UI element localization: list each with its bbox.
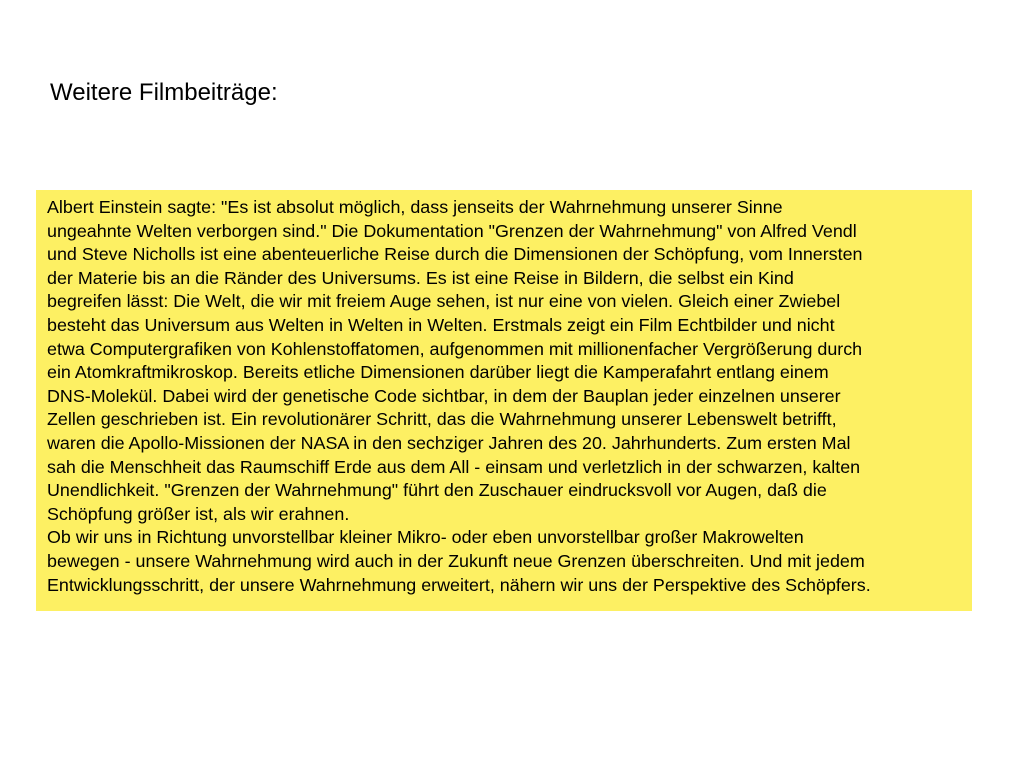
text-line: ungeahnte Welten verborgen sind." Die Dokumentation "Grenzen der Wahrnehmung" von Alfred Vendl [47, 220, 857, 241]
text-line: der Materie bis an die Ränder des Universums. Es ist eine Reise in Bildern, die selbst ein Kind [47, 267, 794, 288]
text-line: Albert Einstein sagte: "Es ist absolut möglich, dass jenseits der Wahrnehmung unserer Sinne [47, 197, 783, 217]
text-line: ein Atomkraftmikroskop. Bereits etliche Dimensionen darüber liegt die Kamperafahrt entlang einem [47, 362, 829, 383]
text-line: sah die Menschheit das Raumschiff Erde aus dem All - einsam und verletzlich in der schwarzen, kalten [47, 456, 861, 477]
text-line: Unendlichkeit. "Grenzen der Wahrnehmung" führt den Zuschauer eindrucksvoll vor Augen, daß die [47, 480, 827, 501]
text-line: Zellen geschrieben ist. Ein revolutionärer Schritt, das die Wahrnehmung unserer Lebenswelt betrifft, [47, 409, 837, 430]
text-line: waren die Apollo-Missionen der NASA in den sechziger Jahren des 20. Jahrhunderts. Zum ersten Mal [47, 432, 851, 453]
text-line: DNS-Molekül. Dabei wird der genetische Code sichtbar, in dem der Bauplan jeder einzelnen unserer [47, 385, 841, 406]
text-line: Entwicklungsschritt, der unsere Wahrnehmung erweitert, nähern wir uns der Perspektive des Schöpfers. [47, 574, 871, 595]
text-line: bewegen - unsere Wahrnehmung wird auch in der Zukunft neue Grenzen überschreiten. Und mit jedem [47, 550, 865, 571]
text-line: etwa Computergrafiken von Kohlenstoffatomen, aufgenommen mit millionenfacher Vergrößerung durch [47, 338, 863, 359]
text-line: besteht das Universum aus Welten in Welten in Welten. Erstmals zeigt ein Film Echtbilder und nicht [47, 314, 835, 335]
text-line: und Steve Nicholls ist eine abenteuerliche Reise durch die Dimensionen der Schöpfung, vom Innersten [47, 244, 863, 265]
text-line: Ob wir uns in Richtung unvorstellbar kleiner Mikro- oder eben unvorstellbar großer Makrowelten [47, 527, 804, 548]
description-textbox [36, 190, 972, 611]
page-title: Weitere Filmbeiträge: [50, 79, 278, 106]
text-line: begreifen lässt: Die Welt, die wir mit freiem Auge sehen, ist nur eine von vielen. Gleich einer Zwiebel [47, 291, 841, 312]
text-line: Schöpfung größer ist, als wir erahnen. [47, 503, 350, 524]
